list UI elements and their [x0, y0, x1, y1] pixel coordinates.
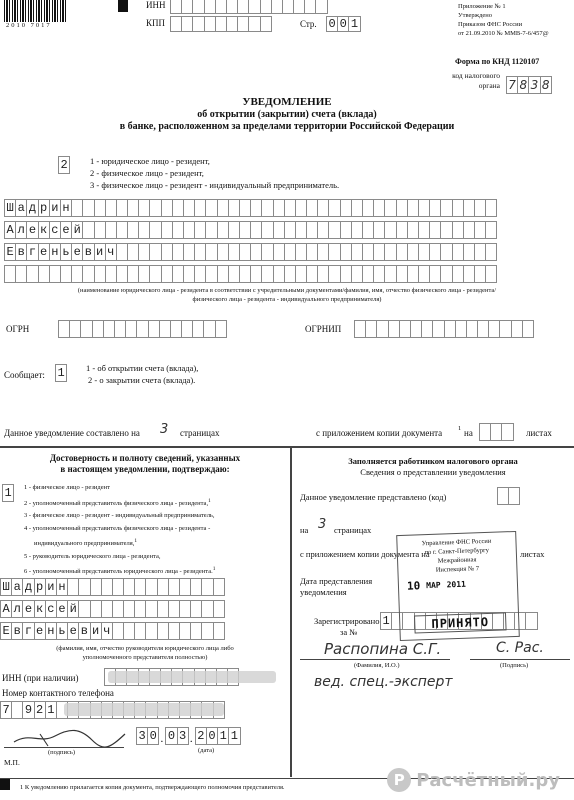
fio-line	[300, 659, 450, 660]
stamp-org-line: Управление ФНС России	[421, 537, 492, 548]
name-caption-2: физического лица - резидента - индивидуального предпринимателя)	[192, 296, 382, 303]
confirm-option: 1 - физическое лицо - резидент	[24, 484, 110, 491]
signer-char: а	[11, 578, 23, 596]
corner-marker	[118, 0, 128, 12]
person-type-cell	[58, 156, 69, 174]
name-char: к	[38, 221, 50, 239]
doc-subtitle-2: в банке, расположенном за пределами территории Российской Федерации	[119, 121, 455, 132]
page-number-cells	[326, 16, 360, 32]
office-pages-value: 3	[318, 517, 327, 532]
report-option: 2 - о закрытии счета (вклада).	[88, 375, 196, 385]
page-digit: 0	[326, 16, 338, 32]
office-title-2: Сведения о представлении уведомления	[360, 467, 506, 477]
name-char: н	[49, 243, 61, 261]
attach-on: на	[464, 428, 473, 438]
attach-suffix: листах	[526, 428, 552, 438]
office-attach-suffix: листах	[520, 549, 545, 559]
name-char: л	[15, 221, 27, 239]
corner-marker-bottom	[0, 778, 10, 790]
person-type-option: 3 - физическое лицо - резидент - индивидуальный предприниматель.	[90, 180, 340, 190]
name-row-extra	[4, 265, 496, 283]
watermark-logo-icon: Р	[387, 768, 411, 792]
attach-sheets-cells	[479, 423, 513, 441]
signature-caption: (подпись)	[48, 749, 75, 756]
office-attach-label: с приложением копии документа на	[300, 549, 430, 559]
name-char: г	[26, 243, 38, 261]
date-char: 3	[136, 727, 148, 745]
signer-inn-label: ИНН (при наличии)	[2, 673, 79, 683]
tax-code-label-2: органа	[478, 81, 500, 90]
confirm-option: 3 - физическое лицо - резидент - индивидуальный предприниматель,	[24, 512, 215, 520]
name-char: а	[15, 199, 27, 217]
page-digit: 0	[337, 16, 349, 32]
column-divider	[290, 447, 292, 777]
form-code: Форма по КНД 1120107	[455, 57, 540, 66]
sign-line	[470, 659, 570, 660]
date-caption: (дата)	[198, 747, 215, 754]
confirm-option: индивидуального предпринимателя,$^1$	[34, 538, 138, 548]
date-char: 2	[195, 727, 207, 745]
pages-prefix: Данное уведомление составлено на	[4, 428, 140, 438]
ogrnip-cells	[354, 320, 533, 338]
person-type-option: 2 - физическое лицо - резидент,	[90, 168, 204, 178]
barcode	[4, 0, 66, 22]
name-char: р	[38, 199, 50, 217]
attach-sup: 1	[458, 425, 462, 432]
signer-char: й	[67, 600, 79, 618]
name-row-patronymic	[4, 243, 496, 261]
phone-digit: 7	[0, 701, 12, 719]
signer-char: ч	[101, 622, 113, 640]
confirm-option: 4 - уполномоченный представитель физического лица - резидента -	[24, 524, 211, 532]
name-char: н	[60, 199, 72, 217]
name-row-surname	[4, 199, 496, 217]
ogrnip-label: ОГРНИП	[305, 324, 342, 334]
tax-code-label-1: код налогового	[452, 71, 500, 80]
name-char: е	[60, 221, 72, 239]
fio-caption: (Фамилия, И.О.)	[354, 662, 400, 669]
stamp-org-line: Межрайонная	[437, 556, 477, 565]
signer-row-surname	[0, 578, 224, 596]
name-char: е	[26, 221, 38, 239]
stamp-accepted: ПРИНЯТО	[414, 612, 507, 633]
confirm-options	[24, 482, 215, 579]
watermark	[387, 768, 560, 792]
signer-char: е	[22, 600, 34, 618]
confirm-type-cell	[2, 484, 13, 502]
doc-title: УВЕДОМЛЕНИЕ	[242, 96, 332, 108]
date-char: 0	[165, 727, 177, 745]
date-cells	[136, 727, 240, 749]
date-separator: .	[189, 731, 193, 745]
signer-char: ь	[56, 622, 68, 640]
report-options	[86, 362, 198, 386]
signer-char: н	[56, 578, 68, 596]
confirm-type-value: 1	[2, 484, 14, 502]
redacted-inn	[108, 671, 276, 683]
appendix-block	[458, 2, 549, 38]
barcode-number: 2010 7017	[6, 22, 52, 29]
signer-char: н	[45, 622, 57, 640]
stamp-date-year: 2011	[446, 579, 467, 590]
person-type-option: 1 - юридическое лицо - резидент,	[90, 156, 210, 166]
report-value: 1	[55, 364, 67, 382]
pages-count: 3	[160, 422, 169, 437]
phone-label: Номер контактного телефона	[2, 688, 114, 698]
officer-signature-handwritten: С. Рас.	[496, 640, 544, 656]
signature-line	[4, 747, 124, 748]
signer-char: г	[22, 622, 34, 640]
pages-suffix: страницах	[180, 428, 220, 438]
date-char: 1	[217, 727, 229, 745]
page-digit: 1	[348, 16, 360, 32]
office-title-1: Заполняется работником налогового органа	[348, 456, 518, 466]
office-date-label-line: уведомления	[300, 587, 347, 597]
signer-row-first-name	[0, 600, 224, 618]
signer-char: с	[45, 600, 57, 618]
ogrn-cells	[58, 320, 226, 338]
doc-subtitle-1: об открытии (закрытии) счета (вклада)	[197, 109, 377, 120]
name-char: и	[94, 243, 106, 261]
name-char: с	[49, 221, 61, 239]
name-row-first-name	[4, 221, 496, 239]
tax-code-digit: 7	[506, 76, 518, 94]
confirm-title-1: Достоверность и полноту сведений, указанных	[49, 453, 241, 463]
name-char: А	[4, 221, 16, 239]
appendix-line: Приказом ФНС России	[458, 21, 523, 28]
office-pages-on: на	[300, 525, 309, 535]
signer-char: и	[90, 622, 102, 640]
report-option: 1 - об открытии счета (вклада),	[86, 363, 199, 373]
kpp-cells	[170, 16, 271, 32]
page-label: Стр.	[300, 19, 317, 29]
confirm-option: 5 - руководитель юридического лица - резидента,	[24, 552, 161, 560]
redacted-phone	[64, 703, 224, 716]
footnote: 1 К уведомлению прилагается копия документа, подтверждающего полномочия представителя.	[20, 784, 285, 791]
appendix-line: Приложение № 1	[458, 3, 506, 10]
signer-char: в	[11, 622, 23, 640]
signer-caption-1: (фамилия, имя, отчество руководителя юридического лица либо	[56, 645, 234, 652]
stamp-date-month: МАР	[426, 580, 441, 591]
phone-digit: 1	[45, 701, 57, 719]
name-char: в	[82, 243, 94, 261]
name-char: ь	[60, 243, 72, 261]
confirm-option: 6 - уполномоченный представитель юридического лица - резидента.$^1$	[24, 566, 216, 576]
name-char: д	[26, 199, 38, 217]
appendix-line: Утверждено	[458, 12, 493, 19]
person-type-options	[90, 155, 339, 191]
name-caption-1: (наименование юридического лица - резидента в соответствии с учредительными документами/фамилия, имя, отчество физического лица - резидента/	[77, 287, 497, 294]
signer-char: е	[56, 600, 68, 618]
signer-char: к	[34, 600, 46, 618]
watermark-text: Расчётный.ру	[416, 769, 560, 791]
tax-code-digit: 8	[540, 76, 552, 94]
officer-name-handwritten: Распопина С.Г.	[324, 640, 442, 658]
official-stamp	[396, 531, 520, 641]
name-char: е	[38, 243, 50, 261]
name-char: Ш	[4, 199, 16, 217]
date-char: 1	[228, 727, 240, 745]
name-char: в	[15, 243, 27, 261]
signer-char: А	[0, 600, 12, 618]
registered-value: 1	[380, 612, 392, 630]
date-char: 0	[206, 727, 218, 745]
tax-code-digit: 8	[517, 76, 529, 94]
name-char: й	[71, 221, 83, 239]
name-char: е	[71, 243, 83, 261]
name-char: и	[49, 199, 61, 217]
office-date-label-line: Дата представления	[300, 576, 373, 586]
appendix-line: от 21.09.2010 № ММВ-7-6/457@	[458, 30, 549, 37]
presented-code-cells	[497, 487, 519, 505]
stamp-org-line: Инспекция № 7	[435, 565, 480, 574]
confirm-title-2: в настоящем уведомлении, подтверждаю:	[60, 464, 230, 474]
stamp-place-label: М.П.	[4, 758, 20, 767]
signer-char: и	[45, 578, 57, 596]
report-label: Сообщает:	[4, 370, 45, 380]
person-type-value: 2	[58, 156, 70, 174]
confirm-option: 2 - уполномоченный представитель физического лица - резидента,$^1$	[24, 497, 211, 507]
office-registered-label	[314, 616, 379, 638]
signer-char: е	[34, 622, 46, 640]
signer-char: л	[11, 600, 23, 618]
signer-char: р	[34, 578, 46, 596]
date-char: 0	[147, 727, 159, 745]
officer-post-handwritten: вед. спец.-эксперт	[314, 674, 453, 690]
office-pages-suffix: страницах	[334, 525, 372, 535]
inn-cells	[170, 0, 327, 14]
office-registered-label-line: Зарегистрировано	[314, 616, 380, 626]
signer-char: Ш	[0, 578, 12, 596]
phone-digit: 2	[34, 701, 46, 719]
report-cell	[55, 364, 66, 382]
tax-code-cells	[506, 76, 551, 94]
section-divider	[0, 446, 574, 448]
stamp-org-line: по г. Санкт-Петербургу	[424, 546, 490, 557]
office-date-label	[300, 576, 372, 598]
presented-label: Данное уведомление представлено (код)	[300, 492, 447, 502]
phone-digit: 9	[22, 701, 34, 719]
office-registered-label-line: за №	[340, 627, 358, 637]
ogrn-label: ОГРН	[6, 324, 30, 334]
signer-char: д	[22, 578, 34, 596]
signer-char: Е	[0, 622, 12, 640]
date-char: 3	[177, 727, 189, 745]
signer-char: в	[78, 622, 90, 640]
stamp-org	[397, 536, 516, 576]
inn-label: ИНН	[146, 0, 166, 10]
stamp-date-day: 10	[406, 579, 421, 593]
sign-caption: (Подпись)	[500, 662, 529, 669]
stamp-date	[407, 578, 466, 593]
kpp-label: КПП	[146, 18, 166, 28]
tax-code-digit: 3	[528, 76, 540, 94]
name-char: ч	[105, 243, 117, 261]
signer-caption-2: уполномоченного представителя полностью)	[82, 654, 208, 661]
signer-row-patronymic	[0, 622, 224, 640]
date-separator: .	[160, 731, 164, 745]
name-char: Е	[4, 243, 16, 261]
attach-prefix: с приложением копии документа	[316, 428, 443, 438]
signer-char: е	[67, 622, 79, 640]
